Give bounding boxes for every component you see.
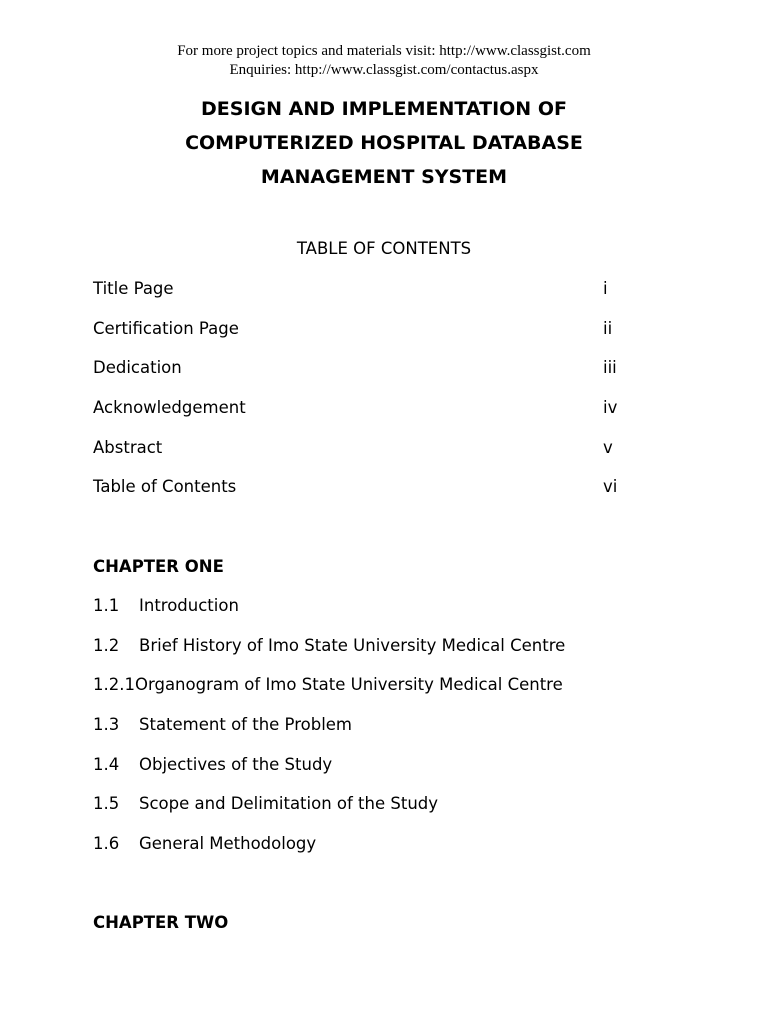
toc-entry-table-of-contents: Table of Contents (93, 477, 237, 496)
toc-section-entry (93, 833, 316, 855)
toc-section-entry (93, 635, 565, 657)
toc-section-entry (93, 714, 352, 736)
toc-entry-certification-page: Certification Page (93, 319, 239, 338)
toc-page-number: i (603, 279, 608, 298)
chapter-one-heading: CHAPTER ONE (93, 557, 224, 576)
toc-section-entry (93, 754, 332, 776)
chapter-two-heading: CHAPTER TWO (93, 913, 229, 932)
document-title-line-3: MANAGEMENT SYSTEM (260, 166, 508, 188)
toc-heading: TABLE OF CONTENTS (296, 239, 472, 258)
toc-entry-acknowledgement: Acknowledgement (93, 398, 246, 417)
section-number: 1.1 (93, 596, 120, 615)
section-label: Introduction (139, 596, 239, 615)
toc-page-number: v (603, 438, 613, 457)
section-label: Statement of the Problem (139, 715, 353, 734)
toc-entry-abstract: Abstract (93, 438, 163, 457)
section-number: 1.3 (93, 715, 120, 734)
toc-page-number: ii (603, 319, 613, 338)
document-title-line-2: COMPUTERIZED HOSPITAL DATABASE (185, 132, 583, 154)
section-label: Organogram of Imo State University Medical Centre (134, 675, 563, 694)
toc-page-number: vi (603, 477, 618, 496)
header-enquiries-line: Enquiries: http://www.classgist.com/contactus.aspx (229, 62, 539, 78)
section-number: 1.5 (93, 794, 120, 813)
toc-page-number: iv (603, 398, 618, 417)
document-title-line-1: DESIGN AND IMPLEMENTATION OF (201, 98, 567, 120)
section-label: Scope and Delimitation of the Study (139, 794, 439, 813)
section-label: General Methodology (139, 834, 317, 853)
section-number: 1.2.1 (93, 675, 135, 694)
toc-section-entry (93, 793, 438, 815)
toc-section-entry (93, 595, 239, 617)
toc-section-entry (93, 674, 563, 696)
section-label: Objectives of the Study (139, 755, 333, 774)
toc-page-number: iii (603, 358, 617, 377)
section-number: 1.6 (93, 834, 120, 853)
toc-entry-title-page: Title Page (93, 279, 174, 298)
toc-entry-dedication: Dedication (93, 358, 182, 377)
header-project-link-line: For more project topics and materials visit: http://www.classgist.com (177, 43, 591, 59)
section-number: 1.2 (93, 636, 120, 655)
section-label: Brief History of Imo State University Medical Centre (139, 636, 566, 655)
section-number: 1.4 (93, 755, 120, 774)
